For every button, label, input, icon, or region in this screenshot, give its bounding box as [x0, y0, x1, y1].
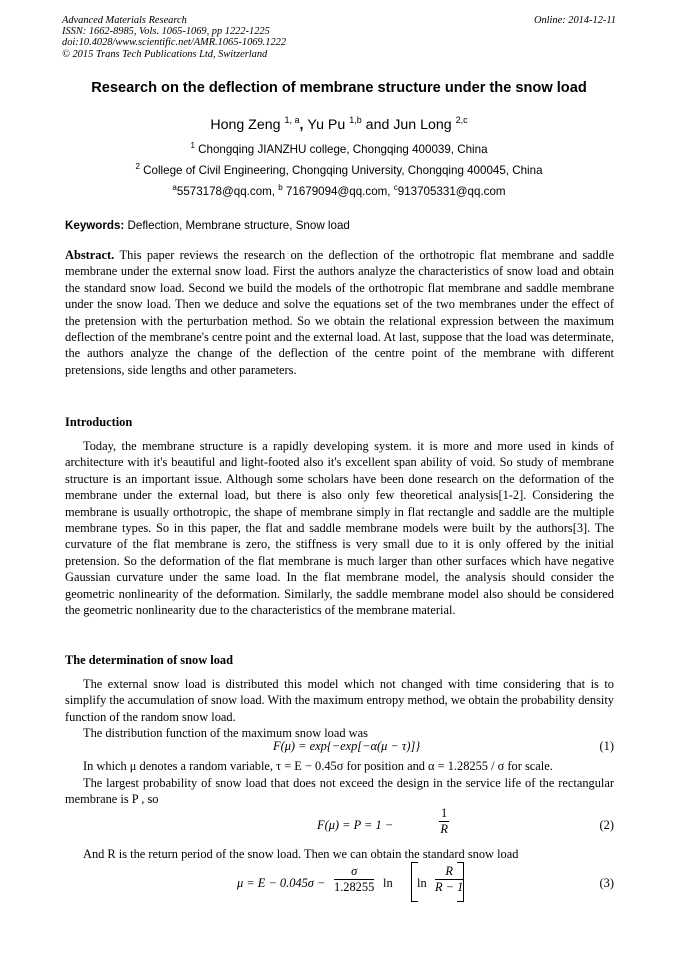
author-separator: ,: [299, 117, 308, 133]
author-name: Jun Long: [393, 117, 452, 133]
affiliation-marker: 2: [135, 162, 140, 171]
ln-operator-inner: ln: [417, 876, 427, 890]
copyright-line: © 2015 Trans Tech Publications Ltd, Switzerland: [62, 48, 268, 60]
fraction-denominator: 1.28255: [334, 880, 375, 894]
equation-2-number: (2): [599, 818, 614, 832]
fraction-numerator: R: [435, 864, 463, 880]
ln-operator: ln: [383, 876, 393, 890]
journal-name: Advanced Materials Research: [62, 15, 187, 26]
snow-load-paragraph: [65, 676, 614, 742]
keywords: [65, 219, 350, 232]
equation-2: [65, 806, 614, 846]
introduction-text: Today, the membrane structure is a rapidly developing system. it is more and more used in kinds of architecture with it's beautiful and light-footed also it's excellent span ability of void. So study of membrane structure is an important issue. Although some scholars have been done research on the deformation of the membrane under the external load, but there is also only few theoretical analysis[1-2]. Considering the membrane is usually orthotropic, the shape of membrane simply in flat rectangle and saddle are the multiple membrane types. So in this paper, the flat and saddle membrane models were built by the authors[3]. The curvature of the flat membrane is zero, the stiffness is very small due to it is only offered by the initial pretension. So the deformation of the flat membrane is much larger than other surfaces which have negative Gaussian curvature under the same load. In the flat membrane model, the analysis should consider the geometric nonlinearity of the deformation. Similarly, the saddle membrane model also should be considered the geometric nonlinearity due to the characteristics of the membrane material.: [65, 439, 614, 618]
equation-3-number: (3): [599, 876, 614, 890]
equation-1: [65, 739, 614, 757]
email-link[interactable]: 5573178@qq.com,: [176, 185, 279, 198]
author-superscript: 1,b: [349, 115, 362, 125]
equation-1-number: (1): [599, 739, 614, 753]
introduction-paragraph: [65, 438, 614, 618]
email-link[interactable]: 913705331@qq.com: [397, 185, 506, 198]
email-marker: a: [172, 183, 177, 192]
fraction-numerator: σ: [334, 864, 374, 880]
variable-definition-line: In which μ denotes a random variable, τ = E − 0.45σ for position and α = 1.28255 / σ for scale.: [83, 759, 553, 773]
snow-paragraph-2: The distribution function of the maximum snow load was: [83, 726, 368, 741]
affiliation-1: [40, 141, 638, 156]
abstract-label: Abstract.: [65, 248, 115, 262]
affiliation-2: [40, 162, 638, 177]
equation-3-fraction: [334, 864, 374, 895]
author-name: Hong Zeng: [210, 117, 281, 133]
abstract-text: This paper reviews the research on the deflection of the orthotropic flat membrane and saddle membrane under the external snow load. First the authors analyze the characteristics of snow load and obtain the standard snow load. Second we build the models of the orthotropic flat membrane and saddle membrane under the snow load. Then we deduce and solve the equations set of the two membranes under the effect of the pretension with the perturbation method. So we obtain the relational expression between the maximum deflection of the membrane's centre point and the external load. At last, suppose that the load was determinate, the authors analyze the change of the deflection of the centre point of the membrane with different pretensions, side lengths and other parameters.: [65, 248, 614, 377]
author-separator: and: [361, 117, 394, 133]
equation-3-inner-fraction: [435, 864, 463, 895]
affiliation-text: Chongqing JIANZHU college, Chongqing 400039, China: [198, 143, 488, 156]
author-list: [40, 115, 638, 133]
author-name: Yu Pu: [307, 117, 346, 133]
email-marker: c: [393, 183, 398, 192]
section-heading-snow-load: The determination of snow load: [65, 653, 233, 667]
equation-2-lhs: F(μ) = P = 1 −: [317, 818, 394, 832]
affiliation-marker: 1: [190, 141, 195, 150]
email-link[interactable]: 71679094@qq.com,: [282, 185, 394, 198]
doi-line: doi:10.4028/www.scientific.net/AMR.1065-1069.1222: [62, 37, 287, 49]
equation-1-expression: F(μ) = exp{−exp[−α(μ − τ)]}: [273, 739, 421, 753]
fraction-denominator: R − 1: [435, 880, 464, 894]
probability-line: The largest probability of snow load that does not exceed the design in the service life of the rectangular membrane is P , so: [65, 776, 614, 807]
equation-2-fraction: [439, 806, 449, 837]
keywords-label: Keywords:: [65, 219, 125, 232]
return-period-line: And R is the return period of the snow load. Then we can obtain the standard snow load: [83, 847, 519, 861]
journal-header: [62, 15, 616, 60]
snow-paragraph-1: The external snow load is distributed this model which not changed with time considering that is to simplify the accumulation of snow load. With the maximum entropy method, we obtain the probability density function of the random snow load.: [65, 677, 614, 724]
online-date: Online: 2014-12-11: [533, 15, 616, 26]
paper-title: Research on the deflection of membrane structure under the snow load: [91, 80, 587, 96]
issn-line: ISSN: 1662-8985, Vols. 1065-1069, pp 1222-1225: [62, 26, 270, 38]
affiliation-text: College of Civil Engineering, Chongqing University, Chongqing 400045, China: [143, 164, 543, 177]
fraction-numerator: 1: [441, 806, 448, 820]
author-superscript: 1, a: [284, 115, 300, 125]
email-marker: b: [278, 183, 283, 192]
section-heading-introduction: Introduction: [65, 415, 133, 429]
author-superscript: 2,c: [455, 115, 468, 125]
equation-3: [65, 864, 614, 904]
abstract: [65, 247, 614, 378]
keywords-text: Deflection, Membrane structure, Snow load: [127, 219, 350, 232]
email-line: [40, 183, 638, 198]
equation-3-lhs: μ = E − 0.045σ −: [237, 876, 326, 890]
fraction-denominator: R: [440, 822, 448, 836]
